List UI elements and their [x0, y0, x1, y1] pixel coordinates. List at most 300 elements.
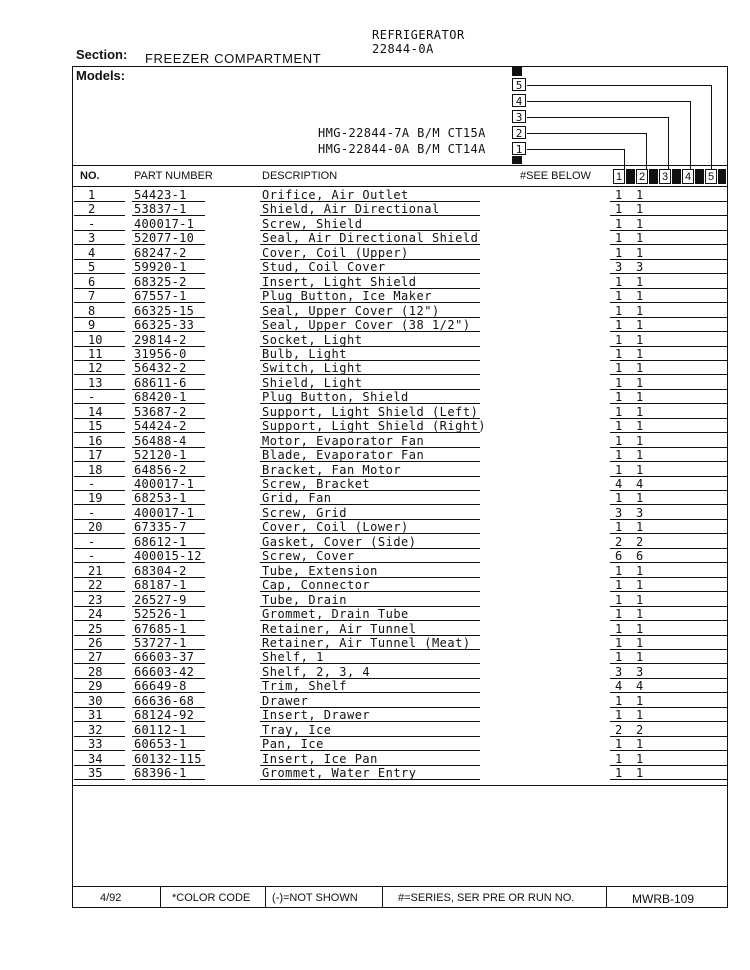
part-number: 68187-1 — [134, 578, 187, 593]
qty-model-1: 1 — [615, 318, 623, 333]
section-value: FREEZER COMPARTMENT — [145, 51, 322, 66]
row-underline — [610, 779, 727, 780]
table-row — [0, 289, 750, 303]
qty-model-1: 1 — [615, 563, 623, 578]
table-row — [0, 622, 750, 636]
row-underline — [260, 779, 480, 780]
col-header-part-number: PART NUMBER — [134, 170, 213, 182]
part-number: 60132-115 — [134, 751, 202, 766]
qty-model-2: 1 — [636, 708, 644, 723]
table-row — [0, 766, 750, 780]
footer-color-code: *COLOR CODE — [172, 892, 251, 904]
qty-model-2: 4 — [636, 477, 644, 491]
qty-model-2: 1 — [636, 245, 644, 260]
item-number: - — [88, 216, 96, 231]
part-description: Cover, Coil (Lower) — [262, 520, 409, 535]
part-number: 68124-92 — [134, 708, 195, 723]
section-label: Section: — [76, 47, 128, 62]
part-number: 400017-1 — [134, 216, 195, 231]
qty-model-2: 1 — [636, 766, 644, 780]
part-number: 56432-2 — [134, 361, 187, 376]
part-number: 68420-1 — [134, 390, 187, 405]
qty-model-1: 1 — [615, 404, 623, 419]
qty-model-1: 1 — [615, 592, 623, 607]
part-number: 66636-68 — [134, 693, 195, 708]
table-row — [0, 593, 750, 607]
qty-model-2: 1 — [636, 346, 644, 361]
footer-divider — [160, 887, 161, 907]
qty-model-1: 1 — [615, 708, 623, 723]
qty-model-1: 1 — [615, 766, 623, 780]
table-row — [0, 737, 750, 751]
item-number: 10 — [88, 332, 103, 347]
part-number: 59920-1 — [134, 260, 187, 275]
part-description: Blade, Evaporator Fan — [262, 448, 425, 463]
part-number: 53687-2 — [134, 404, 187, 419]
qty-model-2: 1 — [636, 592, 644, 607]
part-number: 31956-0 — [134, 346, 187, 361]
models-label: Models: — [76, 68, 126, 83]
qty-model-1: 4 — [615, 477, 623, 491]
qty-model-2: 1 — [636, 231, 644, 246]
part-number: 66603-42 — [134, 664, 195, 679]
model-marker-block — [512, 156, 522, 164]
qty-model-2: 1 — [636, 375, 644, 390]
qty-model-2: 1 — [636, 202, 644, 217]
part-number: 68612-1 — [134, 534, 187, 549]
qty-model-1: 1 — [615, 433, 623, 448]
qty-model-1: 2 — [615, 722, 623, 737]
part-description: Shelf, 1 — [262, 650, 324, 665]
item-number: 32 — [88, 722, 103, 737]
qty-model-1: 1 — [615, 274, 623, 289]
part-description: Bulb, Light — [262, 346, 347, 361]
part-description: Support, Light Shield (Left) — [262, 404, 479, 419]
model-col-4-box: 4 — [512, 94, 526, 107]
part-number: 400017-1 — [134, 477, 195, 491]
item-number: 22 — [88, 578, 103, 593]
qty-model-2: 1 — [636, 578, 644, 593]
table-row — [0, 390, 750, 404]
part-number: 67557-1 — [134, 289, 187, 304]
part-number: 66325-15 — [134, 303, 195, 318]
part-number: 68325-2 — [134, 274, 187, 289]
footer-series-note: #=SERIES, SER PRE OR RUN NO. — [398, 892, 575, 904]
part-description: Drawer — [262, 693, 309, 708]
item-number: 35 — [88, 766, 103, 780]
part-description: Cap, Connector — [262, 578, 371, 593]
col-header-see-below: #SEE BELOW — [520, 170, 591, 182]
qty-model-2: 1 — [636, 635, 644, 650]
item-number: 18 — [88, 462, 103, 477]
footer-divider — [265, 887, 266, 907]
table-row — [0, 217, 750, 231]
table-row — [0, 650, 750, 664]
leader-line-2 — [527, 133, 646, 134]
item-number: 27 — [88, 650, 103, 665]
item-number: 20 — [88, 520, 103, 535]
qty-model-2: 3 — [636, 505, 644, 520]
part-number: 68611-6 — [134, 375, 187, 390]
model-number: 22844-0A — [372, 42, 434, 56]
item-number: 16 — [88, 433, 103, 448]
item-number: 19 — [88, 491, 103, 506]
table-row — [0, 679, 750, 693]
qty-model-2: 3 — [636, 260, 644, 275]
qty-model-1: 1 — [615, 520, 623, 535]
part-number: 68304-2 — [134, 563, 187, 578]
qty-model-2: 2 — [636, 722, 644, 737]
table-row — [0, 275, 750, 289]
qty-model-1: 1 — [615, 375, 623, 390]
col-header-no: NO. — [80, 170, 100, 182]
table-row — [0, 491, 750, 505]
part-description: Shield, Air Directional — [262, 202, 440, 217]
table-row — [0, 636, 750, 650]
part-description: Shield, Light — [262, 375, 363, 390]
part-description: Tube, Extension — [262, 563, 378, 578]
part-description: Motor, Evaporator Fan — [262, 433, 425, 448]
qty-col-header-divider — [718, 169, 726, 184]
table-row — [0, 535, 750, 549]
qty-model-2: 1 — [636, 289, 644, 304]
footer-divider — [606, 887, 607, 907]
qty-model-1: 3 — [615, 505, 623, 520]
leader-line-1 — [624, 149, 625, 169]
part-number: 60112-1 — [134, 722, 187, 737]
part-description: Insert, Drawer — [262, 708, 371, 723]
part-description: Plug Button, Ice Maker — [262, 289, 432, 304]
part-description: Shelf, 2, 3, 4 — [262, 664, 371, 679]
qty-model-1: 3 — [615, 664, 623, 679]
qty-model-1: 1 — [615, 419, 623, 434]
item-number: 21 — [88, 563, 103, 578]
table-row — [0, 188, 750, 202]
item-number: 34 — [88, 751, 103, 766]
part-description: Screw, Cover — [262, 549, 355, 564]
qty-model-2: 1 — [636, 404, 644, 419]
table-row — [0, 376, 750, 390]
item-number: - — [88, 505, 96, 520]
table-row — [0, 463, 750, 477]
part-description: Trim, Shelf — [262, 679, 347, 694]
item-number: 2 — [88, 202, 96, 217]
qty-model-1: 1 — [615, 737, 623, 752]
qty-model-1: 3 — [615, 260, 623, 275]
qty-model-2: 1 — [636, 621, 644, 636]
table-end-rule — [72, 785, 728, 786]
item-number: 29 — [88, 679, 103, 694]
part-description: Seal, Upper Cover (12") — [262, 303, 440, 318]
item-number: 26 — [88, 635, 103, 650]
table-row — [0, 260, 750, 274]
part-description: Stud, Coil Cover — [262, 260, 386, 275]
qty-model-2: 1 — [636, 462, 644, 477]
qty-model-1: 1 — [615, 390, 623, 405]
qty-model-1: 1 — [615, 607, 623, 622]
qty-model-1: 4 — [615, 679, 623, 694]
footer-not-shown: (-)=NOT SHOWN — [272, 892, 358, 904]
qty-col-header-divider — [695, 169, 704, 184]
document-title: REFRIGERATOR — [372, 28, 465, 42]
part-number: 66649-8 — [134, 679, 187, 694]
table-row — [0, 752, 750, 766]
item-number: - — [88, 390, 96, 405]
table-row — [0, 520, 750, 534]
qty-col-header-divider — [672, 169, 681, 184]
item-number: 17 — [88, 448, 103, 463]
item-number: 25 — [88, 621, 103, 636]
qty-model-2: 1 — [636, 361, 644, 376]
col-header-description: DESCRIPTION — [262, 170, 338, 182]
qty-model-2: 1 — [636, 433, 644, 448]
qty-model-1: 1 — [615, 202, 623, 217]
qty-model-2: 1 — [636, 188, 644, 202]
item-number: 6 — [88, 274, 96, 289]
qty-col-header-divider — [626, 169, 635, 184]
qty-model-1: 1 — [615, 635, 623, 650]
part-number: 400017-1 — [134, 505, 195, 520]
model-col-1-box: 1 — [512, 142, 526, 155]
qty-model-2: 1 — [636, 491, 644, 506]
item-number: - — [88, 549, 96, 564]
footer-doc-code: MWRB-109 — [632, 892, 695, 906]
leader-line-5 — [527, 85, 711, 86]
qty-model-1: 1 — [615, 216, 623, 231]
part-description: Support, Light Shield (Right) — [262, 419, 487, 434]
qty-model-2: 1 — [636, 751, 644, 766]
row-underline — [74, 779, 125, 780]
qty-model-2: 6 — [636, 549, 644, 564]
part-description: Grommet, Drain Tube — [262, 607, 409, 622]
leader-line-4 — [690, 101, 691, 169]
part-number: 64856-2 — [134, 462, 187, 477]
item-number: 8 — [88, 303, 96, 318]
qty-model-1: 1 — [615, 303, 623, 318]
item-number: 14 — [88, 404, 103, 419]
item-number: 13 — [88, 375, 103, 390]
column-header-bottom-rule — [72, 186, 728, 187]
qty-model-2: 1 — [636, 520, 644, 535]
item-number: 30 — [88, 693, 103, 708]
part-description: Plug Button, Shield — [262, 390, 409, 405]
qty-model-2: 1 — [636, 274, 644, 289]
model-col-2-box: 2 — [512, 126, 526, 139]
part-description: Screw, Shield — [262, 216, 363, 231]
qty-col-header-divider — [649, 169, 658, 184]
part-description: Screw, Bracket — [262, 477, 371, 491]
part-description: Screw, Grid — [262, 505, 347, 520]
qty-model-2: 1 — [636, 419, 644, 434]
qty-model-2: 1 — [636, 332, 644, 347]
table-row — [0, 578, 750, 592]
part-description: Tray, Ice — [262, 722, 332, 737]
table-row — [0, 665, 750, 679]
qty-model-2: 4 — [636, 679, 644, 694]
leader-line-5 — [711, 85, 712, 169]
qty-col-header-4: 4 — [682, 169, 694, 184]
leader-line-4 — [527, 101, 690, 102]
part-description: Cover, Coil (Upper) — [262, 245, 409, 260]
table-row — [0, 549, 750, 563]
footer-rule — [72, 886, 728, 887]
part-description: Insert, Light Shield — [262, 274, 417, 289]
table-row — [0, 723, 750, 737]
qty-model-1: 1 — [615, 245, 623, 260]
part-description: Seal, Air Directional Shield — [262, 231, 479, 246]
leader-line-2 — [646, 133, 647, 169]
qty-model-2: 1 — [636, 303, 644, 318]
item-number: 31 — [88, 708, 103, 723]
item-number: 15 — [88, 419, 103, 434]
part-description: Pan, Ice — [262, 737, 324, 752]
part-description: Orifice, Air Outlet — [262, 188, 409, 202]
part-number: 52120-1 — [134, 448, 187, 463]
item-number: 7 — [88, 289, 96, 304]
part-number: 52077-10 — [134, 231, 195, 246]
item-number: 11 — [88, 346, 103, 361]
table-row — [0, 361, 750, 375]
part-number: 54424-2 — [134, 419, 187, 434]
qty-model-1: 1 — [615, 650, 623, 665]
table-row — [0, 347, 750, 361]
table-row — [0, 246, 750, 260]
table-row — [0, 448, 750, 462]
qty-model-2: 1 — [636, 563, 644, 578]
qty-model-1: 1 — [615, 188, 623, 202]
qty-model-1: 1 — [615, 621, 623, 636]
part-number: 52526-1 — [134, 607, 187, 622]
qty-model-2: 1 — [636, 318, 644, 333]
qty-model-2: 1 — [636, 390, 644, 405]
qty-model-2: 2 — [636, 534, 644, 549]
qty-model-2: 1 — [636, 650, 644, 665]
model-line-7a: HMG-22844-7A B/M CT15A — [318, 126, 486, 140]
table-row — [0, 231, 750, 245]
model-marker-block — [512, 66, 522, 76]
table-row — [0, 419, 750, 433]
part-number: 66603-37 — [134, 650, 195, 665]
qty-model-2: 1 — [636, 737, 644, 752]
qty-model-1: 1 — [615, 346, 623, 361]
qty-model-2: 1 — [636, 693, 644, 708]
table-row — [0, 318, 750, 332]
part-description: Retainer, Air Tunnel — [262, 621, 417, 636]
part-number: 54423-1 — [134, 188, 187, 202]
model-line-0a: HMG-22844-0A B/M CT14A — [318, 142, 486, 156]
footer-divider — [382, 887, 383, 907]
part-number: 26527-9 — [134, 592, 187, 607]
part-number: 68247-2 — [134, 245, 187, 260]
part-description: Grid, Fan — [262, 491, 332, 506]
part-description: Grommet, Water Entry — [262, 766, 417, 780]
item-number: - — [88, 534, 96, 549]
qty-model-1: 1 — [615, 448, 623, 463]
qty-model-1: 1 — [615, 693, 623, 708]
part-description: Insert, Ice Pan — [262, 751, 378, 766]
item-number: 28 — [88, 664, 103, 679]
leader-line-3 — [668, 117, 669, 169]
part-description: Tube, Drain — [262, 592, 347, 607]
table-row — [0, 434, 750, 448]
part-number: 67685-1 — [134, 621, 187, 636]
leader-line-3 — [527, 117, 668, 118]
leader-line-1 — [527, 149, 624, 150]
part-number: 53837-1 — [134, 202, 187, 217]
part-number: 56488-4 — [134, 433, 187, 448]
item-number: 24 — [88, 607, 103, 622]
qty-model-2: 1 — [636, 607, 644, 622]
qty-model-1: 1 — [615, 578, 623, 593]
part-number: 67335-7 — [134, 520, 187, 535]
table-row — [0, 304, 750, 318]
item-number: 9 — [88, 318, 96, 333]
part-description: Socket, Light — [262, 332, 363, 347]
item-number: 4 — [88, 245, 96, 260]
qty-model-1: 1 — [615, 361, 623, 376]
part-description: Seal, Upper Cover (38 1/2") — [262, 318, 471, 333]
item-number: 5 — [88, 260, 96, 275]
part-number: 68396-1 — [134, 766, 187, 780]
qty-model-1: 1 — [615, 751, 623, 766]
item-number: - — [88, 477, 96, 491]
qty-model-1: 1 — [615, 289, 623, 304]
qty-model-1: 1 — [615, 332, 623, 347]
part-description: Bracket, Fan Motor — [262, 462, 402, 477]
part-number: 53727-1 — [134, 635, 187, 650]
part-number: 29814-2 — [134, 332, 187, 347]
item-number: 33 — [88, 737, 103, 752]
part-description: Gasket, Cover (Side) — [262, 534, 417, 549]
item-number: 23 — [88, 592, 103, 607]
table-row — [0, 477, 750, 491]
qty-model-2: 3 — [636, 664, 644, 679]
table-row — [0, 694, 750, 708]
part-number: 66325-33 — [134, 318, 195, 333]
qty-model-1: 1 — [615, 491, 623, 506]
qty-model-1: 2 — [615, 534, 623, 549]
part-description: Retainer, Air Tunnel (Meat) — [262, 635, 471, 650]
row-underline — [132, 779, 205, 780]
table-row — [0, 607, 750, 621]
part-number: 68253-1 — [134, 491, 187, 506]
qty-col-header-3: 3 — [659, 169, 671, 184]
qty-model-2: 1 — [636, 448, 644, 463]
qty-col-header-5: 5 — [705, 169, 717, 184]
qty-col-header-2: 2 — [636, 169, 648, 184]
table-row — [0, 708, 750, 722]
qty-model-1: 1 — [615, 462, 623, 477]
table-row — [0, 405, 750, 419]
table-row — [0, 202, 750, 216]
model-col-5-box: 5 — [512, 78, 526, 91]
qty-col-header-1: 1 — [613, 169, 625, 184]
table-row — [0, 564, 750, 578]
qty-model-2: 1 — [636, 216, 644, 231]
model-col-3-box: 3 — [512, 110, 526, 123]
item-number: 3 — [88, 231, 96, 246]
part-description: Switch, Light — [262, 361, 363, 376]
qty-model-1: 6 — [615, 549, 623, 564]
column-header-top-rule — [72, 165, 728, 166]
part-number: 60653-1 — [134, 737, 187, 752]
table-row — [0, 506, 750, 520]
qty-model-1: 1 — [615, 231, 623, 246]
item-number: 1 — [88, 188, 96, 202]
footer-date: 4/92 — [100, 892, 122, 904]
item-number: 12 — [88, 361, 103, 376]
part-number: 400015-12 — [134, 549, 202, 564]
